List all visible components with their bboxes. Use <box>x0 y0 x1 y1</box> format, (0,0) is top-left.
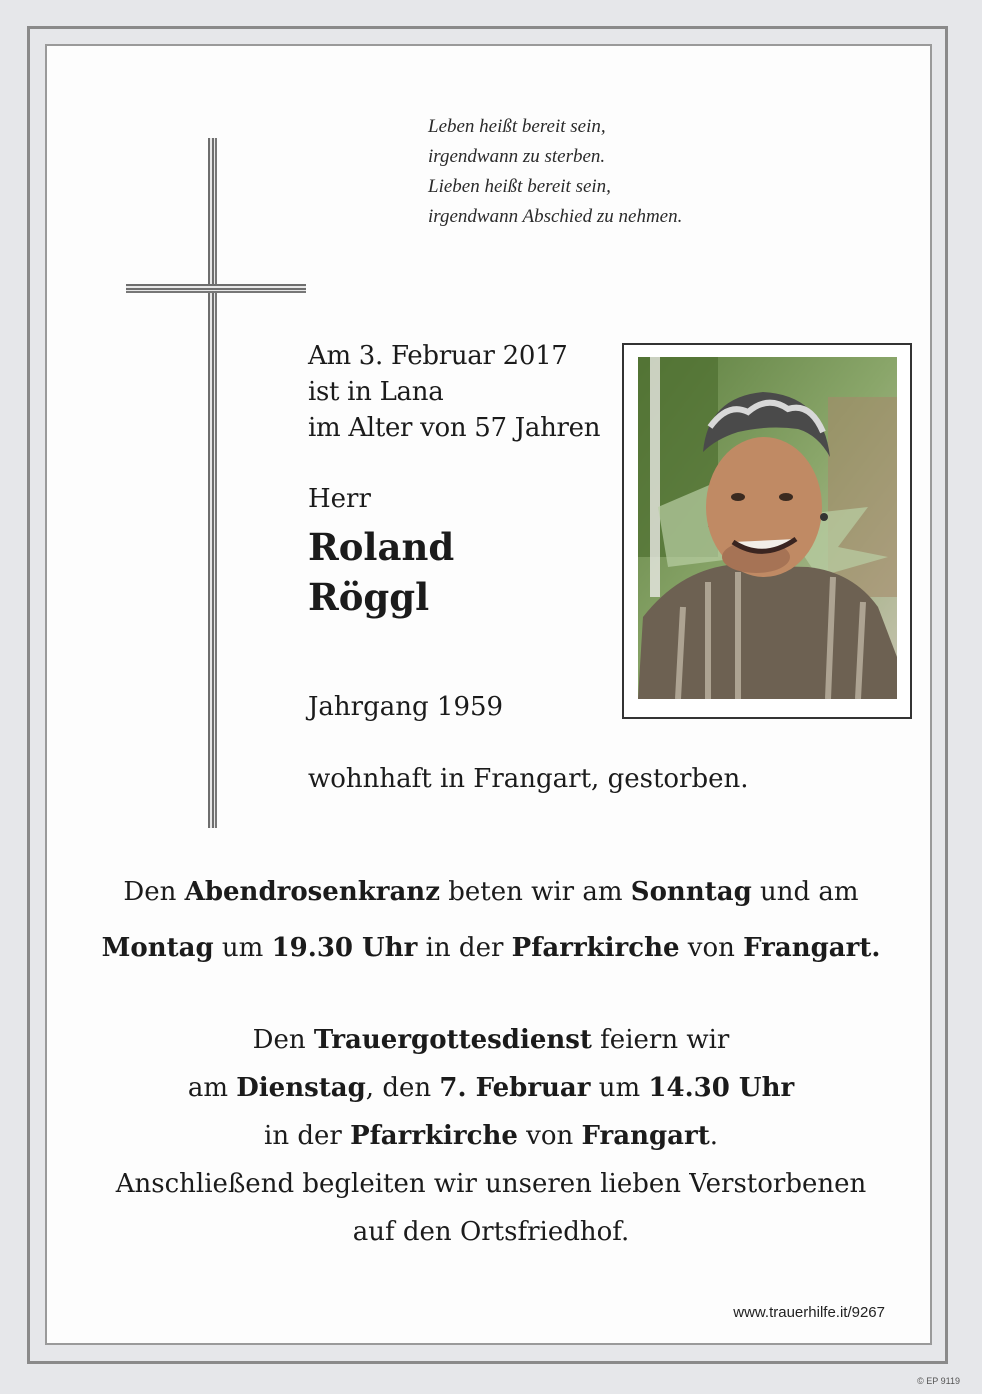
service-line-3 <box>60 1112 922 1160</box>
text: Den <box>123 877 185 907</box>
text: um <box>590 1073 649 1103</box>
service-line-2 <box>60 1064 922 1112</box>
rosary-line-1 <box>60 864 922 920</box>
rosary-line-2 <box>60 920 922 976</box>
emphasis: Sonntag <box>630 877 752 907</box>
text: am <box>187 1073 237 1103</box>
motto-poem <box>428 112 808 232</box>
intro-line: im Alter von 57 Jahren <box>308 413 601 443</box>
portrait-frame <box>622 343 912 719</box>
emphasis: 14.30 Uhr <box>648 1073 795 1103</box>
intro-line: Am 3. Februar 2017 <box>308 341 568 371</box>
rosary-announcement <box>60 864 922 976</box>
text: feiern wir <box>591 1025 730 1055</box>
funeral-service-announcement <box>60 1016 922 1256</box>
emphasis: Pfarrkirche <box>350 1121 518 1151</box>
text: in der <box>264 1121 351 1151</box>
death-announcement <box>308 338 600 446</box>
service-line-4: Anschließend begleiten wir unseren lieben Verstorbenen <box>115 1169 867 1199</box>
text: , den <box>365 1073 440 1103</box>
portrait-photo <box>638 357 897 699</box>
last-name: Röggl <box>308 575 430 619</box>
emphasis: Dienstag <box>236 1073 366 1103</box>
salutation: Herr <box>308 484 371 514</box>
text: . <box>709 1121 718 1151</box>
emphasis: Pfarrkirche <box>511 933 680 963</box>
text: von <box>679 933 744 963</box>
text: in der <box>417 933 512 963</box>
emphasis: Trauergottesdienst <box>313 1025 592 1055</box>
emphasis: Montag <box>101 933 214 963</box>
cross-icon-horizontal <box>126 284 306 293</box>
text: und am <box>751 877 859 907</box>
motto-line: Lieben heißt bereit sein, <box>428 176 611 197</box>
text: beten wir am <box>439 877 631 907</box>
print-code: © EP 9119 <box>917 1376 960 1386</box>
motto-line: irgendwann zu sterben. <box>428 146 606 167</box>
residence-text: wohnhaft in Frangart, gestorben. <box>308 764 749 794</box>
emphasis: 19.30 Uhr <box>271 933 418 963</box>
emphasis: Frangart <box>581 1121 710 1151</box>
motto-line: irgendwann Abschied zu nehmen. <box>428 206 683 227</box>
portrait-illustration <box>638 357 897 699</box>
service-line-1 <box>60 1016 922 1064</box>
text: von <box>517 1121 582 1151</box>
emphasis: Frangart. <box>743 933 881 963</box>
website-link[interactable]: www.trauerhilfe.it/9267 <box>733 1304 885 1321</box>
emphasis: 7. Februar <box>439 1073 591 1103</box>
emphasis: Abendrosenkranz <box>184 877 440 907</box>
service-line-5: auf den Ortsfriedhof. <box>352 1217 630 1247</box>
first-name: Roland <box>308 525 455 569</box>
intro-line: ist in Lana <box>308 377 444 407</box>
deceased-name <box>308 522 454 622</box>
cross-icon-vertical <box>208 138 217 828</box>
birth-year: Jahrgang 1959 <box>308 692 504 722</box>
text: um <box>213 933 272 963</box>
text: Den <box>252 1025 314 1055</box>
motto-line: Leben heißt bereit sein, <box>428 116 606 137</box>
